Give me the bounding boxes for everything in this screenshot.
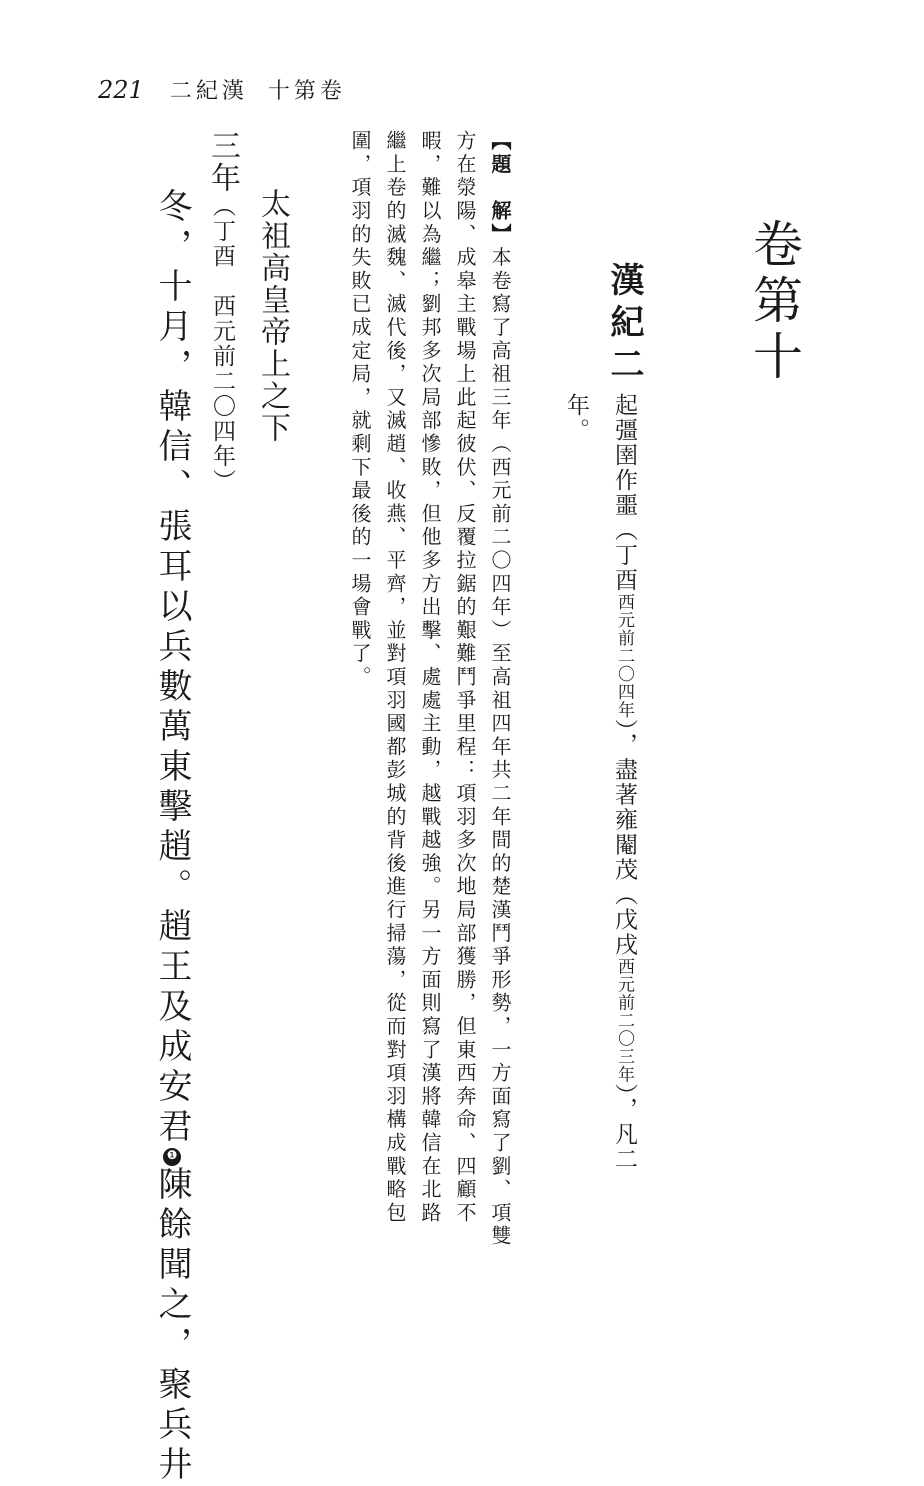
- intro-column-2: 方在滎陽、成皋主戰場上此起彼伏、反覆拉鋸的艱難鬥爭里程：項羽多次地局部獲勝，但東西奔命、四顧不: [453, 130, 477, 1226]
- year-note: （丁酉 西元前二〇四年）: [209, 194, 235, 494]
- footnote-marker[interactable]: ❶: [165, 1148, 179, 1168]
- era-range-line-1: [608, 393, 641, 1172]
- main-text-part-2: 陳餘聞之，聚兵井: [152, 1166, 192, 1486]
- main-text-part-1: 冬，十月，韓信、張耳以兵數萬東擊趙。趙王及成安君: [152, 188, 192, 1148]
- intro-text-1: 本卷寫了高祖三年（西元前二〇四年）至高祖四年共二年間的楚漢鬥爭形勢，一方面寫了劉、項雙: [488, 246, 512, 1249]
- running-title-part-1: 二紀漢: [169, 79, 248, 104]
- intro-column-4: 繼上卷的滅魏、滅代後，又滅趙、收燕、平齊，並對項羽國都彭城的背後進行掃蕩，從而對項羽構成戰略包: [383, 130, 407, 1226]
- era-range-note-1: 西元前二〇四年: [614, 593, 634, 719]
- intro-label: 【題 解】: [488, 130, 512, 247]
- chapter-title: 漢紀二: [604, 262, 644, 388]
- intro-column-5: 圍，項羽的失敗已成定局，就剩下最後的一場會戰了。: [348, 130, 372, 690]
- reign-title: 太祖高皇帝上之下: [255, 188, 290, 444]
- page-header: [98, 74, 346, 114]
- era-range-end: ），凡二: [611, 1083, 637, 1172]
- era-range-main: 起彊圉作噩（丁酉: [611, 393, 637, 593]
- running-title-part-2: 十第卷: [267, 79, 346, 104]
- era-range-middle: ），盡著雍閹茂（戊戌: [611, 719, 637, 958]
- main-text-column: [148, 188, 197, 1486]
- year-heading: [200, 130, 244, 494]
- page-number: 221: [98, 76, 144, 104]
- volume-title: 卷第十: [745, 218, 803, 386]
- running-title: [170, 74, 346, 105]
- intro-column-3: 暇，難以為繼；劉邦多次局部慘敗，但他多方出擊、處處主動，越戰越強。另一方面則寫了漢將韓信在北路: [418, 130, 442, 1226]
- era-range-note-2: 西元前二〇三年: [614, 957, 634, 1084]
- era-range-line-2: 年。: [563, 393, 589, 443]
- intro-column-1: [490, 130, 510, 1248]
- year-main: 三年: [205, 130, 240, 194]
